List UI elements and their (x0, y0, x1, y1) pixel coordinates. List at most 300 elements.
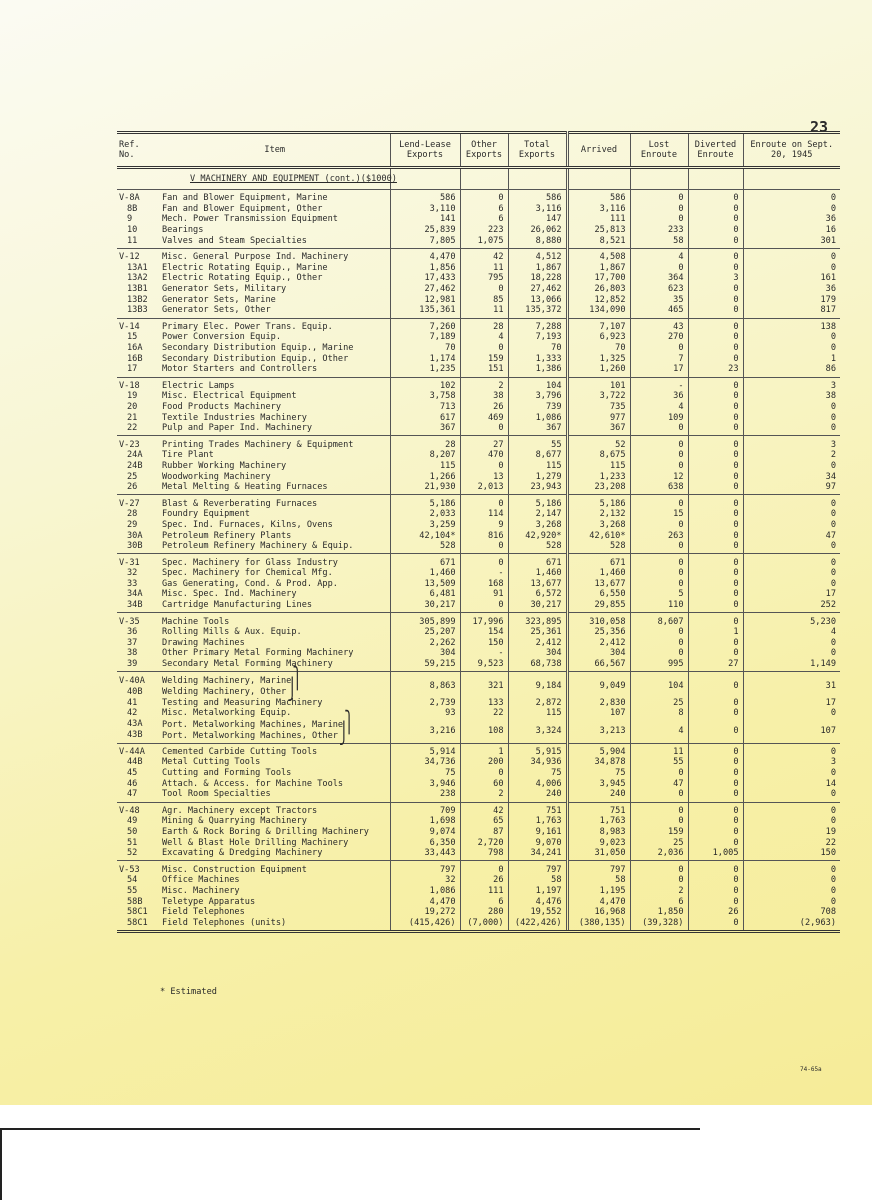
lend-lease-exports-value: 6,350 (390, 837, 460, 848)
page-number: 23 (810, 118, 829, 136)
ref-no: 34A (127, 589, 143, 600)
item-name: Petroleum Refinery Machinery & Equip. (162, 541, 354, 552)
table-row (117, 672, 840, 687)
lend-lease-exports-value: 141 (390, 214, 460, 225)
other-exports-value: 6 (460, 214, 508, 225)
arrived-value: 5,186 (567, 495, 630, 509)
enroute-sept-20-value: 301 (743, 235, 840, 248)
lend-lease-exports-value: 1,856 (390, 263, 460, 274)
form-code: 74-65a (800, 1066, 822, 1073)
lend-lease-exports-value: 21,930 (390, 482, 460, 495)
other-exports-value: 60 (460, 778, 508, 789)
ref-no: 54 (127, 875, 138, 886)
item-name: Mining & Quarrying Machinery (162, 816, 307, 827)
lost-enroute-value: 25 (630, 837, 688, 848)
header-row (117, 133, 840, 168)
lend-lease-exports-value: 33,443 (390, 848, 460, 861)
lost-enroute-value: 4 (630, 402, 688, 413)
table-row (117, 768, 840, 779)
item-name: Secondary Distribution Equip., Marine (162, 343, 354, 354)
enroute-sept-20-value: 17 (743, 697, 840, 708)
item-name: Generator Sets, Other (162, 305, 271, 316)
lost-enroute-value: 2 (630, 886, 688, 897)
item-name: Drawing Machines (162, 637, 245, 648)
lend-lease-exports-value: 1,235 (390, 364, 460, 377)
enroute-sept-20-value: 0 (743, 248, 840, 262)
arrived-value: (380,135) (567, 917, 630, 931)
enroute-sept-20-value: 16 (743, 225, 840, 236)
total-exports-value: 19,552 (508, 907, 567, 918)
diverted-enroute-value: 0 (688, 235, 743, 248)
table-row (117, 789, 840, 802)
lost-enroute-value: 0 (630, 768, 688, 779)
total-exports-value: 70 (508, 343, 567, 354)
ref-no: 24A (127, 450, 143, 461)
lend-lease-exports-value: 8,863 (390, 672, 460, 698)
lost-enroute-value: 270 (630, 332, 688, 343)
ref-no: 40B (127, 686, 143, 697)
table-row (117, 627, 840, 638)
ref-no: 52 (127, 848, 138, 859)
item-name: Rubber Working Machinery (162, 460, 287, 471)
ref-no: V-27 (117, 495, 160, 509)
lost-enroute-value: 0 (630, 263, 688, 274)
table-row (117, 482, 840, 495)
total-exports-value: 8,677 (508, 450, 567, 461)
diverted-enroute-value: 0 (688, 778, 743, 789)
table-row (117, 886, 840, 897)
other-exports-value: 470 (460, 450, 508, 461)
table-row (117, 235, 840, 248)
total-exports-value: 58 (508, 875, 567, 886)
arrived-value: 310,058 (567, 613, 630, 627)
lend-lease-exports-value: 709 (390, 802, 460, 816)
diverted-enroute-value: 0 (688, 402, 743, 413)
ref-no: V-18 (117, 377, 160, 391)
header-ref-no: Ref. No. (117, 133, 160, 168)
item-name: Electric Rotating Equip., Marine (162, 262, 328, 273)
row-group (117, 190, 840, 249)
diverted-enroute-value: 0 (688, 638, 743, 649)
lost-enroute-value: 7 (630, 353, 688, 364)
diverted-enroute-value: 0 (688, 377, 743, 391)
enroute-sept-20-value: 36 (743, 284, 840, 295)
enroute-sept-20-value: 0 (743, 263, 840, 274)
table-row (117, 743, 840, 757)
arrived-value: 2,412 (567, 638, 630, 649)
other-exports-value: 87 (460, 827, 508, 838)
lost-enroute-value: 995 (630, 659, 688, 672)
item-name: Misc. Electrical Equipment (162, 391, 297, 402)
arrived-value: 66,567 (567, 659, 630, 672)
ref-no: 34B (127, 600, 143, 611)
table-row (117, 214, 840, 225)
total-exports-value: 42,920* (508, 530, 567, 541)
ref-no: 41 (127, 697, 138, 708)
lend-lease-exports-value: 7,189 (390, 332, 460, 343)
total-exports-value: 528 (508, 541, 567, 554)
enroute-sept-20-value: 1 (743, 353, 840, 364)
ref-no: 51 (127, 837, 138, 848)
ref-no: 16A (127, 343, 143, 354)
table-row (117, 554, 840, 568)
arrived-value: 6,923 (567, 332, 630, 343)
table-row (117, 827, 840, 838)
total-exports-value: 8,880 (508, 235, 567, 248)
arrived-value: 2,132 (567, 509, 630, 520)
enroute-sept-20-value: 0 (743, 579, 840, 590)
enroute-sept-20-value: 0 (743, 332, 840, 343)
enroute-sept-20-value: 0 (743, 875, 840, 886)
arrived-value: 29,855 (567, 600, 630, 613)
diverted-enroute-value: 0 (688, 423, 743, 436)
lost-enroute-value: 15 (630, 509, 688, 520)
enroute-sept-20-value: 0 (743, 402, 840, 413)
ref-no: V-44A (117, 743, 160, 757)
lost-enroute-value: 4 (630, 248, 688, 262)
enroute-sept-20-value: 0 (743, 495, 840, 509)
diverted-enroute-value: 1,005 (688, 848, 743, 861)
header-enroute-sept-20-1945: Enroute on Sept. 20, 1945 (743, 133, 840, 168)
table-row (117, 343, 840, 354)
enroute-sept-20-value: 0 (743, 541, 840, 554)
ref-no: 32 (127, 568, 138, 579)
table-row (117, 861, 840, 875)
lend-lease-exports-value: 115 (390, 461, 460, 472)
item-name: Well & Blast Hole Drilling Machinery (162, 837, 349, 848)
row-group (117, 318, 840, 377)
other-exports-value: 6 (460, 896, 508, 907)
ref-no: 22 (127, 423, 138, 434)
lost-enroute-value: 0 (630, 343, 688, 354)
lend-lease-exports-value: 2,262 (390, 638, 460, 649)
lost-enroute-value: - (630, 377, 688, 391)
ref-no: 37 (127, 637, 138, 648)
header-diverted-enroute: Diverted Enroute (688, 133, 743, 168)
other-exports-value: 0 (460, 600, 508, 613)
lost-enroute-value: 159 (630, 827, 688, 838)
lend-lease-exports-value: 70 (390, 343, 460, 354)
row-group (117, 861, 840, 932)
item-name: Spec. Machinery for Glass Industry (160, 554, 390, 568)
total-exports-value: 34,936 (508, 757, 567, 768)
diverted-enroute-value: 0 (688, 757, 743, 768)
enroute-sept-20-value: 3 (743, 377, 840, 391)
lost-enroute-value: 43 (630, 318, 688, 332)
lost-enroute-value: 0 (630, 861, 688, 875)
arrived-value: 16,968 (567, 907, 630, 918)
other-exports-value: - (460, 568, 508, 579)
row-group (117, 613, 840, 672)
diverted-enroute-value: 0 (688, 837, 743, 848)
arrived-value: 8,983 (567, 827, 630, 838)
item-name: Cutting and Forming Tools (162, 768, 292, 779)
lost-enroute-value: 4 (630, 719, 688, 744)
diverted-enroute-value: 0 (688, 204, 743, 215)
table-row (117, 907, 840, 918)
other-exports-value: 38 (460, 391, 508, 402)
arrived-value: 1,260 (567, 364, 630, 377)
item-name: Tire Plant (162, 450, 214, 461)
table-row (117, 450, 840, 461)
table-row (117, 263, 840, 274)
lend-lease-exports-value: 1,698 (390, 816, 460, 827)
other-exports-value: 0 (460, 190, 508, 204)
lost-enroute-value: 8 (630, 708, 688, 719)
lend-lease-exports-value: 25,839 (390, 225, 460, 236)
lend-lease-exports-value: 586 (390, 190, 460, 204)
enroute-sept-20-value: 0 (743, 520, 840, 531)
enroute-sept-20-value: 107 (743, 719, 840, 744)
lend-lease-exports-value: 5,186 (390, 495, 460, 509)
item-name: Textile Industries Machinery (162, 412, 307, 423)
total-exports-value: 9,161 (508, 827, 567, 838)
enroute-sept-20-value: 0 (743, 768, 840, 779)
arrived-value: 4,470 (567, 896, 630, 907)
row-group (117, 377, 840, 436)
diverted-enroute-value: 0 (688, 648, 743, 659)
lend-lease-exports-value: 304 (390, 648, 460, 659)
ref-no: V-23 (117, 436, 160, 450)
enroute-sept-20-value: 0 (743, 743, 840, 757)
total-exports-value: 1,867 (508, 263, 567, 274)
item-name: Port. Metalworking Machines, Marine ⎫ (162, 710, 353, 735)
enroute-sept-20-value: 0 (743, 638, 840, 649)
item-name: Welding Machinery, Other ⎭ (162, 678, 297, 703)
diverted-enroute-value: 0 (688, 353, 743, 364)
lend-lease-exports-value: 671 (390, 554, 460, 568)
diverted-enroute-value: 0 (688, 190, 743, 204)
diverted-enroute-value: 0 (688, 541, 743, 554)
diverted-enroute-value: 0 (688, 568, 743, 579)
header-lost-enroute: Lost Enroute (630, 133, 688, 168)
lost-enroute-value: 47 (630, 778, 688, 789)
table-row (117, 757, 840, 768)
ref-no: 10 (127, 225, 138, 236)
table-row (117, 697, 840, 708)
total-exports-value: 75 (508, 768, 567, 779)
total-exports-value: 55 (508, 436, 567, 450)
table-row (117, 896, 840, 907)
diverted-enroute-value: 0 (688, 520, 743, 531)
lend-lease-exports-value: 2,739 (390, 697, 460, 708)
other-exports-value: 111 (460, 886, 508, 897)
ref-no: V-40A (117, 672, 160, 687)
ref-no: 38 (127, 648, 138, 659)
item-name: Misc. Machinery (162, 885, 240, 896)
lend-lease-exports-value: 12,981 (390, 294, 460, 305)
enroute-sept-20-value: 0 (743, 789, 840, 802)
ref-no: 13A2 (127, 273, 148, 284)
lend-lease-exports-value: 4,470 (390, 248, 460, 262)
lost-enroute-value: 0 (630, 789, 688, 802)
item-name: Attach. & Access. for Machine Tools (162, 778, 344, 789)
total-exports-value: 2,872 (508, 697, 567, 708)
ref-no: 30B (127, 541, 143, 552)
total-exports-value: 1,086 (508, 412, 567, 423)
enroute-sept-20-value: 36 (743, 214, 840, 225)
ref-no: 47 (127, 789, 138, 800)
item-name: Misc. Metalworking Equip. (162, 708, 292, 719)
arrived-value: 13,677 (567, 579, 630, 590)
other-exports-value: 28 (460, 318, 508, 332)
total-exports-value: 9,184 (508, 672, 567, 698)
diverted-enroute-value: 0 (688, 391, 743, 402)
item-name: Petroleum Refinery Plants (162, 530, 292, 541)
item-name: Generator Sets, Marine (162, 294, 276, 305)
ref-no: 20 (127, 401, 138, 412)
ref-no: 46 (127, 778, 138, 789)
lend-lease-exports-value: 30,217 (390, 600, 460, 613)
table-row (117, 708, 840, 719)
ref-no: V-8A (117, 190, 160, 204)
lost-enroute-value: 0 (630, 204, 688, 215)
enroute-sept-20-value: 0 (743, 568, 840, 579)
enroute-sept-20-value: 86 (743, 364, 840, 377)
lost-enroute-value: 0 (630, 495, 688, 509)
diverted-enroute-value: 0 (688, 248, 743, 262)
diverted-enroute-value: 0 (688, 896, 743, 907)
diverted-enroute-value: 3 (688, 273, 743, 284)
header-other-exports: Other Exports (460, 133, 508, 168)
other-exports-value: 200 (460, 757, 508, 768)
ref-no: 16B (127, 353, 143, 364)
total-exports-value: 135,372 (508, 305, 567, 318)
item-name: Office Machines (162, 875, 240, 886)
lend-lease-exports-value: 25,207 (390, 627, 460, 638)
other-exports-value: 42 (460, 248, 508, 262)
lost-enroute-value: 0 (630, 554, 688, 568)
other-exports-value: 1,075 (460, 235, 508, 248)
total-exports-value: 147 (508, 214, 567, 225)
enroute-sept-20-value: 14 (743, 778, 840, 789)
diverted-enroute-value: 1 (688, 627, 743, 638)
brace-icon: ⎭ (288, 678, 297, 703)
item-name: Tool Room Specialties (162, 789, 271, 800)
item-name: Secondary Distribution Equip., Other (162, 353, 349, 364)
item-name: Printing Trades Machinery & Equipment (160, 436, 390, 450)
arrived-value: 7,107 (567, 318, 630, 332)
diverted-enroute-value: 0 (688, 509, 743, 520)
total-exports-value: 2,412 (508, 638, 567, 649)
total-exports-value: 1,763 (508, 816, 567, 827)
arrived-value: 2,830 (567, 697, 630, 708)
lend-lease-exports-value: 3,758 (390, 391, 460, 402)
enroute-sept-20-value: 179 (743, 294, 840, 305)
arrived-value: 5,904 (567, 743, 630, 757)
diverted-enroute-value: 0 (688, 530, 743, 541)
lost-enroute-value: 0 (630, 461, 688, 472)
arrived-value: 8,675 (567, 450, 630, 461)
lend-lease-exports-value: 17,433 (390, 273, 460, 284)
other-exports-value: 11 (460, 263, 508, 274)
other-exports-value: 0 (460, 461, 508, 472)
ref-no: 24B (127, 460, 143, 471)
total-exports-value: 671 (508, 554, 567, 568)
total-exports-value: 26,062 (508, 225, 567, 236)
diverted-enroute-value: 0 (688, 343, 743, 354)
arrived-value: 367 (567, 423, 630, 436)
diverted-enroute-value: 0 (688, 554, 743, 568)
table-row (117, 225, 840, 236)
lost-enroute-value: 0 (630, 568, 688, 579)
item-name: Metal Melting & Heating Furnaces (162, 482, 328, 493)
item-name: Fan and Blower Equipment, Marine (160, 190, 390, 204)
total-exports-value: 115 (508, 461, 567, 472)
table-row (117, 305, 840, 318)
arrived-value: 3,722 (567, 391, 630, 402)
total-exports-value: 5,915 (508, 743, 567, 757)
ref-no: 43B (127, 730, 143, 741)
ref-no: 43A (127, 719, 143, 730)
lend-lease-exports-value: 9,074 (390, 827, 460, 838)
total-exports-value: 4,512 (508, 248, 567, 262)
table-row (117, 391, 840, 402)
arrived-value: 70 (567, 343, 630, 354)
enroute-sept-20-value: 3 (743, 757, 840, 768)
other-exports-value: (7,000) (460, 917, 508, 931)
total-exports-value: 304 (508, 648, 567, 659)
lost-enroute-value: 104 (630, 672, 688, 698)
arrived-value: 9,049 (567, 672, 630, 698)
lend-lease-exports-value: 28 (390, 436, 460, 450)
item-name: Woodworking Machinery (162, 471, 271, 482)
enroute-sept-20-value: 5,230 (743, 613, 840, 627)
footnote: * Estimated (160, 987, 217, 997)
other-exports-value: 816 (460, 530, 508, 541)
table-row (117, 589, 840, 600)
lost-enroute-value: 0 (630, 638, 688, 649)
arrived-value: 3,213 (567, 719, 630, 744)
enroute-sept-20-value: 161 (743, 273, 840, 284)
diverted-enroute-value: 0 (688, 263, 743, 274)
item-name: Electric Rotating Equip., Other (162, 273, 323, 284)
lost-enroute-value: 0 (630, 541, 688, 554)
enroute-sept-20-value: 0 (743, 861, 840, 875)
row-group (117, 667, 840, 746)
table-row (117, 875, 840, 886)
diverted-enroute-value: 0 (688, 461, 743, 472)
diverted-enroute-value: 0 (688, 789, 743, 802)
other-exports-value: 321 (460, 672, 508, 698)
diverted-enroute-value: 0 (688, 214, 743, 225)
other-exports-value: 154 (460, 627, 508, 638)
total-exports-value: 2,147 (508, 509, 567, 520)
diverted-enroute-value: 0 (688, 495, 743, 509)
ref-no: 58B (127, 896, 143, 907)
other-exports-value: 0 (460, 554, 508, 568)
ref-no: 15 (127, 332, 138, 343)
enroute-sept-20-value: 97 (743, 482, 840, 495)
other-exports-value: 85 (460, 294, 508, 305)
table-row (117, 837, 840, 848)
row-group (117, 495, 840, 554)
lend-lease-exports-value: 75 (390, 768, 460, 779)
other-exports-value: 114 (460, 509, 508, 520)
other-exports-value: 108 (460, 719, 508, 744)
other-exports-value: 2,013 (460, 482, 508, 495)
enroute-sept-20-value: 150 (743, 848, 840, 861)
ref-no: V-53 (117, 861, 160, 875)
total-exports-value: 3,268 (508, 520, 567, 531)
total-exports-value: 3,324 (508, 719, 567, 744)
lend-lease-exports-value: 238 (390, 789, 460, 802)
table-row (117, 541, 840, 554)
enroute-sept-20-value: 708 (743, 907, 840, 918)
other-exports-value: 42 (460, 802, 508, 816)
ref-no: V-48 (117, 802, 160, 816)
enroute-sept-20-value: 0 (743, 896, 840, 907)
